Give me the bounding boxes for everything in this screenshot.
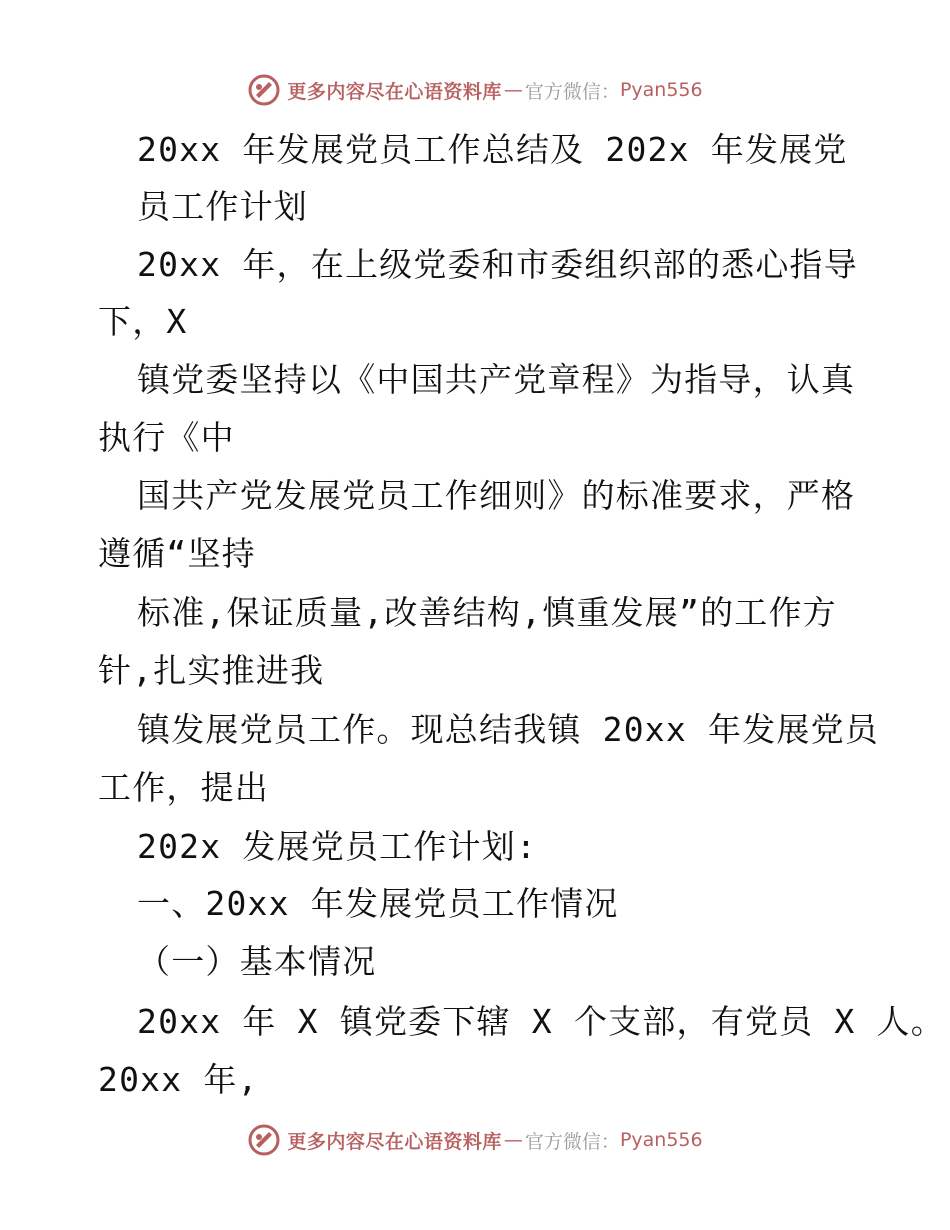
paragraph-line: 下，X — [98, 302, 188, 341]
paragraph-line: 执行《中 — [98, 418, 235, 457]
footer-watermark — [0, 1120, 950, 1160]
paragraph-line: 202x 发展党员工作计划: — [137, 827, 538, 866]
paragraph-line: 遵循“坚持 — [98, 534, 256, 573]
brand-logo-icon — [247, 1123, 281, 1157]
paragraph-line: 镇党委坚持以《中国共产党章程》为指导，认真 — [137, 360, 856, 399]
watermark-dash: — — [503, 1129, 523, 1151]
watermark-id: Pyan556 — [619, 1129, 703, 1151]
paragraph-line: 20xx 年，在上级党委和市委组织部的悉心指导 — [137, 245, 858, 284]
paragraph-line: 镇发展党员工作。现总结我镇 20xx 年发展党员 — [137, 710, 880, 749]
paragraph-line: 针,扎实推进我 — [98, 651, 325, 690]
header-watermark — [0, 70, 950, 110]
paragraph-line: 国共产党发展党员工作细则》的标准要求，严格 — [137, 476, 856, 515]
paragraph-line: 20xx 年, — [98, 1060, 259, 1099]
paragraph-line: 工作，提出 — [98, 768, 269, 807]
watermark-id: Pyan556 — [619, 79, 703, 101]
subsection-heading: （一）基本情况 — [137, 942, 377, 981]
watermark-brand: 更多内容尽在心语资料库 — [287, 80, 502, 103]
watermark-label: 官方微信： — [524, 80, 620, 103]
section-heading: 一、20xx 年发展党员工作情况 — [137, 884, 619, 923]
title-line-2: 员工作计划 — [137, 187, 308, 226]
title-line-1: 20xx 年发展党员工作总结及 202x 年发展党 — [137, 130, 848, 169]
watermark-dash: — — [503, 79, 523, 101]
watermark-brand: 更多内容尽在心语资料库 — [287, 1130, 502, 1153]
brand-logo-icon — [247, 73, 281, 107]
paragraph-line: 20xx 年 X 镇党委下辖 X 个支部，有党员 X 人。 — [137, 1002, 945, 1041]
watermark-label: 官方微信： — [524, 1130, 620, 1153]
paragraph-line: 标准,保证质量,改善结构,慎重发展”的工作方 — [137, 593, 837, 632]
